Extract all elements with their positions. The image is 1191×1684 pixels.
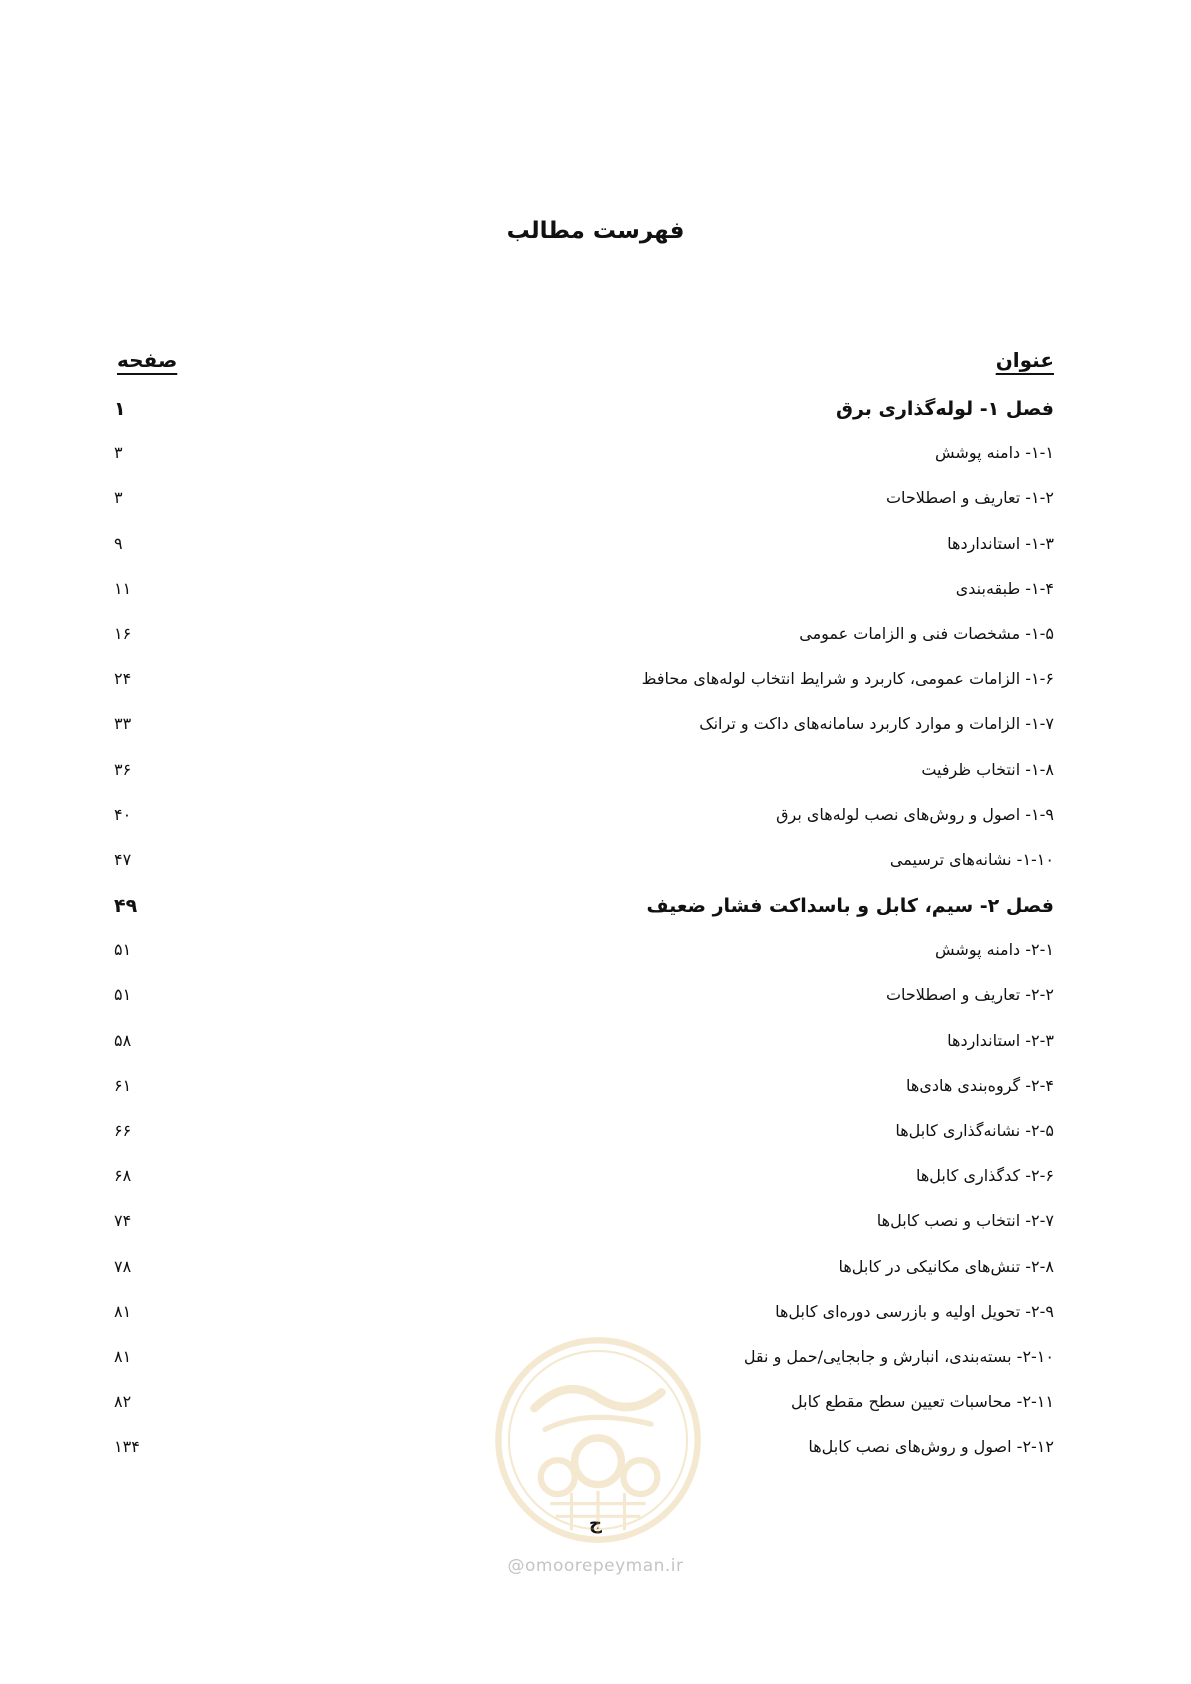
toc-row: [0, 940, 1191, 985]
toc-entry-title: ۲-۷- انتخاب و نصب کابل‌ها: [876, 1211, 1054, 1231]
toc-entry-page: ۱۳۴: [114, 1437, 140, 1457]
toc-row: [0, 1392, 1191, 1437]
watermark-url-text: omoorepeyman.ir: [524, 1556, 684, 1576]
toc-row: [0, 1121, 1191, 1166]
toc-entry-page: ۶۶: [114, 1121, 132, 1140]
toc-entry-title: ۱-۱۰- نشانه‌های ترسیمی: [889, 849, 1054, 869]
toc-row: [0, 669, 1191, 714]
page-number: ج: [589, 1513, 602, 1534]
toc-row: [0, 1257, 1191, 1302]
toc-row: [0, 579, 1191, 624]
toc-entry-title: ۱-۴- طبقه‌بندی: [955, 578, 1054, 598]
table-of-contents: [0, 398, 1191, 1483]
toc-entry-title: ۱-۳- استانداردها: [947, 533, 1054, 553]
toc-entry-page: ۷۴: [114, 1211, 132, 1231]
toc-entry-page: ۳۶: [114, 759, 132, 779]
title-column-header: عنوان: [995, 348, 1054, 372]
toc-row: [0, 1211, 1191, 1256]
toc-entry-title: ۲-۶- کدگذاری کابل‌ها: [915, 1166, 1054, 1186]
toc-entry-title: ۱-۲- تعاریف و اصطلاحات: [885, 488, 1054, 508]
toc-entry-page: ۱۶: [114, 623, 132, 643]
toc-entry-title: ۱-۹- اصول و روش‌های نصب لوله‌های برق: [776, 804, 1054, 824]
toc-entry-page: ۳: [114, 443, 123, 463]
toc-row: [0, 1076, 1191, 1121]
toc-row: [0, 1302, 1191, 1347]
page-title: فهرست مطالب: [506, 218, 685, 244]
toc-entry-page: ۷۸: [114, 1256, 132, 1276]
toc-entry-page: ۳۳: [114, 714, 132, 734]
toc-entry-title: ۱-۸- انتخاب ظرفیت: [921, 759, 1054, 779]
toc-row: [0, 1347, 1191, 1392]
toc-entry-title: ۱-۶- الزامات عمومی، کاربرد و شرایط انتخاب لوله‌های محافظ: [641, 669, 1054, 689]
toc-entry-page: ۳: [114, 488, 123, 508]
toc-entry-page: ۱: [114, 398, 126, 420]
toc-entry-page: ۱۱: [114, 578, 132, 598]
toc-row: [0, 1437, 1191, 1482]
toc-entry-title: ۲-۳- استانداردها: [947, 1030, 1054, 1050]
toc-chapter-row: [0, 895, 1191, 940]
page-column-header: صفحه: [117, 348, 178, 372]
toc-entry-title: فصل ۲- سیم، کابل و باسداکت فشار ضعیف: [646, 895, 1054, 918]
toc-entry-title: ۲-۹- تحویل اولیه و بازرسی دوره‌ای کابل‌ها: [775, 1301, 1054, 1321]
toc-entry-title: ۲-۱۰- بسته‌بندی، انبارش و جابجایی/حمل و نقل: [743, 1346, 1054, 1366]
toc-entry-page: ۸۱: [114, 1301, 132, 1321]
toc-entry-page: ۴۷: [114, 849, 132, 869]
toc-entry-page: ۸۱: [114, 1346, 132, 1366]
toc-row: [0, 850, 1191, 895]
toc-entry-page: ۸۲: [114, 1392, 132, 1412]
toc-entry-page: ۵۱: [114, 985, 132, 1005]
toc-row: [0, 714, 1191, 759]
toc-entry-title: ۲-۲- تعاریف و اصطلاحات: [885, 985, 1054, 1005]
toc-entry-title: فصل ۱- لوله‌گذاری برق: [835, 398, 1054, 420]
toc-row: [0, 534, 1191, 579]
toc-entry-page: ۴۰: [114, 804, 132, 824]
toc-entry-page: ۲۴: [114, 669, 132, 689]
toc-row: [0, 805, 1191, 850]
toc-entry-page: ۵۱: [114, 940, 132, 960]
toc-row: [0, 985, 1191, 1030]
at-icon: @: [507, 1556, 525, 1576]
toc-entry-page: ۴۹: [114, 895, 138, 918]
toc-entry-title: ۲-۱۱- محاسبات تعیین سطح مقطع کابل: [791, 1392, 1054, 1412]
toc-entry-title: ۲-۱- دامنه پوشش: [935, 940, 1054, 960]
toc-entry-title: ۱-۱- دامنه پوشش: [935, 443, 1054, 463]
toc-chapter-row: [0, 398, 1191, 443]
toc-row: [0, 1031, 1191, 1076]
toc-row: [0, 760, 1191, 805]
toc-entry-page: ۶۸: [114, 1166, 132, 1186]
toc-row: [0, 1166, 1191, 1211]
toc-entry-page: ۶۱: [114, 1075, 132, 1095]
toc-entry-page: ۵۸: [114, 1030, 132, 1050]
toc-entry-title: ۱-۵- مشخصات فنی و الزامات عمومی: [799, 623, 1054, 643]
toc-entry-title: ۱-۷- الزامات و موارد کاربرد سامانه‌های داکت و ترانک: [699, 714, 1054, 734]
toc-row: [0, 443, 1191, 488]
toc-entry-title: ۲-۵- نشانه‌گذاری کابل‌ها: [895, 1121, 1054, 1140]
toc-entry-title: ۲-۱۲- اصول و روش‌های نصب کابل‌ها: [808, 1437, 1054, 1457]
toc-row: [0, 624, 1191, 669]
toc-row: [0, 488, 1191, 533]
toc-entry-title: ۲-۸- تنش‌های مکانیکی در کابل‌ها: [838, 1256, 1054, 1276]
toc-entry-title: ۲-۴- گروه‌بندی هادی‌ها: [906, 1075, 1054, 1095]
watermark-url: [0, 1556, 1191, 1576]
toc-entry-page: ۹: [114, 533, 123, 553]
